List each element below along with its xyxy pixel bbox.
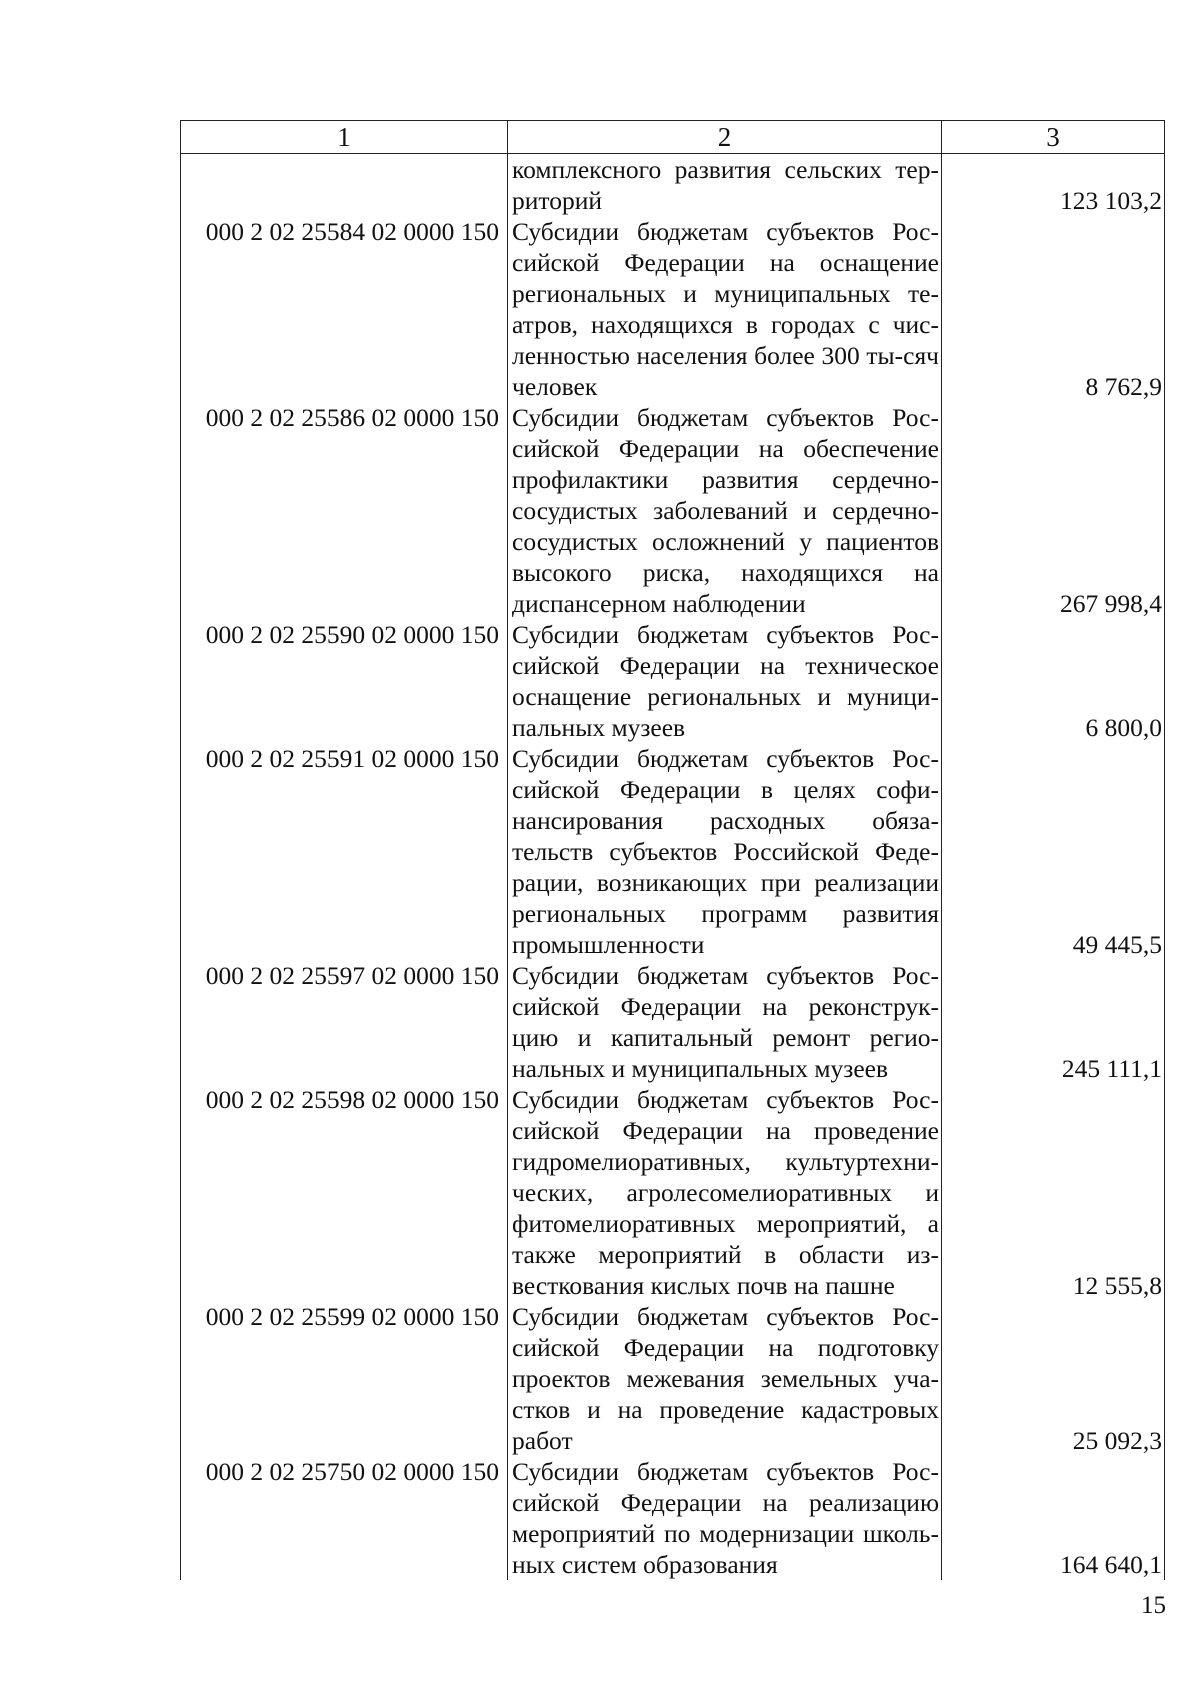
- amount: 123 103,2: [942, 154, 1165, 217]
- table-row: [181, 1301, 1165, 1456]
- amount: 267 998,4: [942, 402, 1165, 619]
- amount: 6 800,0: [942, 619, 1165, 743]
- budget-code: 000 2 02 25591 02 0000 150: [181, 743, 508, 960]
- budget-code: 000 2 02 25597 02 0000 150: [181, 960, 508, 1084]
- description: Субсидии бюджетам субъектов Рос-сийской Федерации в целях софи-нансирования расходных обяза-тельств субъектов Российской Феде-рации, возникающих при реализации региональных программ развития промышленности: [508, 743, 942, 960]
- budget-table: [180, 120, 1165, 1580]
- table-row: [181, 1084, 1165, 1301]
- description: Субсидии бюджетам субъектов Рос-сийской Федерации на обеспечение профилактики развития сердечно-сосудистых заболеваний и сердечно-сосудистых осложнений у пациентов высокого риска, находящихся на диспансерном наблюдении: [508, 402, 942, 619]
- amount: 12 555,8: [942, 1084, 1165, 1301]
- table-header-row: [181, 121, 1165, 154]
- table-row: [181, 743, 1165, 960]
- description: Субсидии бюджетам субъектов Рос-сийской Федерации на реконструк-цию и капитальный ремонт регио-нальных и муниципальных музеев: [508, 960, 942, 1084]
- table-row: [181, 216, 1165, 402]
- description: комплексного развития сельских тер-риторий: [508, 154, 942, 217]
- description: Субсидии бюджетам субъектов Рос-сийской Федерации на подготовку проектов межевания земельных уча-стков и на проведение кадастровых работ: [508, 1301, 942, 1456]
- page-number: 15: [1141, 1592, 1166, 1619]
- amount: 164 640,1: [942, 1456, 1165, 1580]
- table-row: [181, 154, 1165, 217]
- column-header-2: 2: [508, 121, 942, 154]
- amount: 49 445,5: [942, 743, 1165, 960]
- description: Субсидии бюджетам субъектов Рос-сийской Федерации на проведение гидромелиоративных, культуртехни-ческих, агролесомелиоративных и фитомелиоративных мероприятий, а также мероприятий в области из-весткования кислых почв на пашне: [508, 1084, 942, 1301]
- amount: 25 092,3: [942, 1301, 1165, 1456]
- amount: 8 762,9: [942, 216, 1165, 402]
- table-row: [181, 960, 1165, 1084]
- description: Субсидии бюджетам субъектов Рос-сийской Федерации на оснащение региональных и муниципальных те-атров, находящихся в городах с чис-ленностью населения более 300 ты-сяч человек: [508, 216, 942, 402]
- budget-code: 000 2 02 25590 02 0000 150: [181, 619, 508, 743]
- column-header-3: 3: [942, 121, 1165, 154]
- budget-code: 000 2 02 25598 02 0000 150: [181, 1084, 508, 1301]
- description: Субсидии бюджетам субъектов Рос-сийской Федерации на реализацию мероприятий по модернизации школь-ных систем образования: [508, 1456, 942, 1580]
- budget-code: 000 2 02 25584 02 0000 150: [181, 216, 508, 402]
- amount: 245 111,1: [942, 960, 1165, 1084]
- table-row: [181, 619, 1165, 743]
- column-header-1: 1: [181, 121, 508, 154]
- table-row: [181, 402, 1165, 619]
- table-row: [181, 1456, 1165, 1580]
- budget-code: [181, 154, 508, 217]
- description: Субсидии бюджетам субъектов Рос-сийской Федерации на техническое оснащение региональных и муници-пальных музеев: [508, 619, 942, 743]
- budget-code: 000 2 02 25750 02 0000 150: [181, 1456, 508, 1580]
- budget-code: 000 2 02 25599 02 0000 150: [181, 1301, 508, 1456]
- budget-code: 000 2 02 25586 02 0000 150: [181, 402, 508, 619]
